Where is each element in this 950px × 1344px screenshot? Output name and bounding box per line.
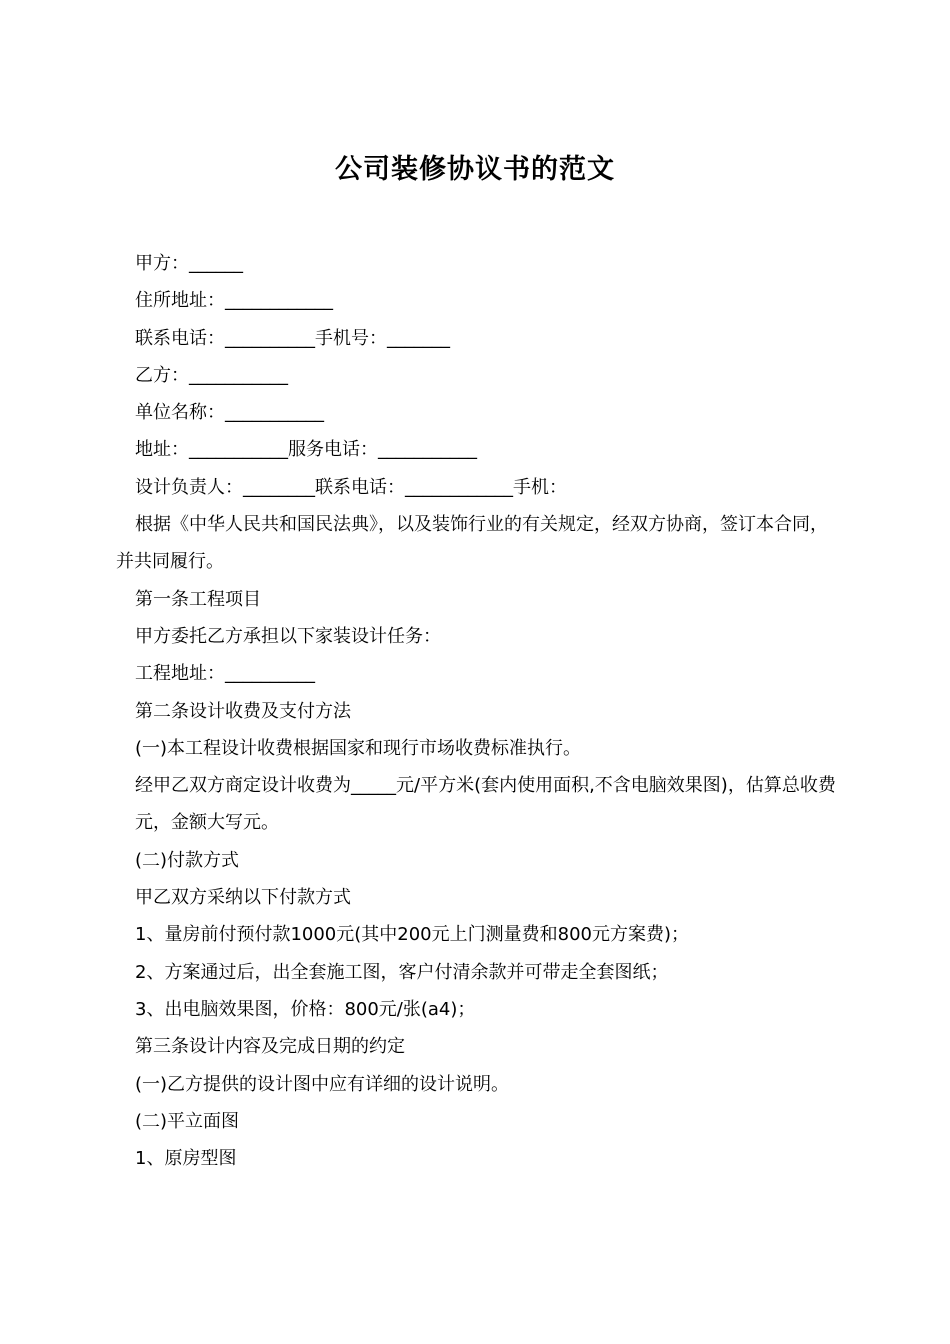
floor-elevation-heading: (二)平立面图	[135, 1110, 240, 1132]
design-description-line: (一)乙方提供的设计图中应有详细的设计说明。	[135, 1073, 510, 1095]
party-b-line: 乙方：___________	[135, 364, 288, 386]
designer-contact-line: 设计负责人：________联系电话：____________手机：	[135, 476, 567, 498]
party-b-address-line: 地址：___________服务电话：___________	[135, 439, 477, 461]
fee-standard-line: (一)本工程设计收费根据国家和现行市场收费标准执行。	[135, 737, 582, 759]
document-body	[116, 245, 840, 1177]
party-a-address-line: 住所地址：____________	[135, 290, 333, 312]
project-address-line: 工程地址：__________	[135, 663, 315, 685]
original-floorplan-item: 1、原房型图	[135, 1148, 237, 1170]
fee-agreement-paragraph: 经甲乙双方商定设计收费为_____元/平方米(套内使用面积,不含电脑效果图)，估算总收费	[135, 775, 836, 797]
document-title: 公司装修协议书的范文	[335, 154, 615, 186]
payment-method-intro: 甲乙双方采纳以下付款方式	[135, 887, 351, 909]
design-task-line: 甲方委托乙方承担以下家装设计任务：	[135, 625, 441, 647]
article-3-heading: 第三条设计内容及完成日期的约定	[135, 1036, 405, 1058]
fee-amount-line: 元，金额大写元。	[135, 812, 279, 834]
party-a-line: 甲方：______	[135, 253, 243, 274]
payment-item-1: 1、量房前付预付款1000元(其中200元上门测量费和800元方案费)；	[135, 924, 690, 946]
payment-item-2: 2、方案通过后，出全套施工图，客户付清余款并可带走全套图纸；	[135, 961, 669, 983]
payment-item-3: 3、出电脑效果图，价格：800元/张(a4)；	[135, 998, 476, 1020]
payment-method-heading: (二)付款方式	[135, 849, 240, 871]
party-a-phone-line: 联系电话：__________手机号：_______	[135, 327, 450, 349]
company-name-line: 单位名称：___________	[135, 402, 324, 424]
article-1-heading: 第一条工程项目	[135, 588, 261, 610]
preamble-paragraph: 根据《中华人民共和国民法典》，以及装饰行业的有关规定，经双方协商，签订本合同，并共同履行。	[116, 514, 828, 573]
article-2-heading: 第二条设计收费及支付方法	[135, 700, 351, 722]
